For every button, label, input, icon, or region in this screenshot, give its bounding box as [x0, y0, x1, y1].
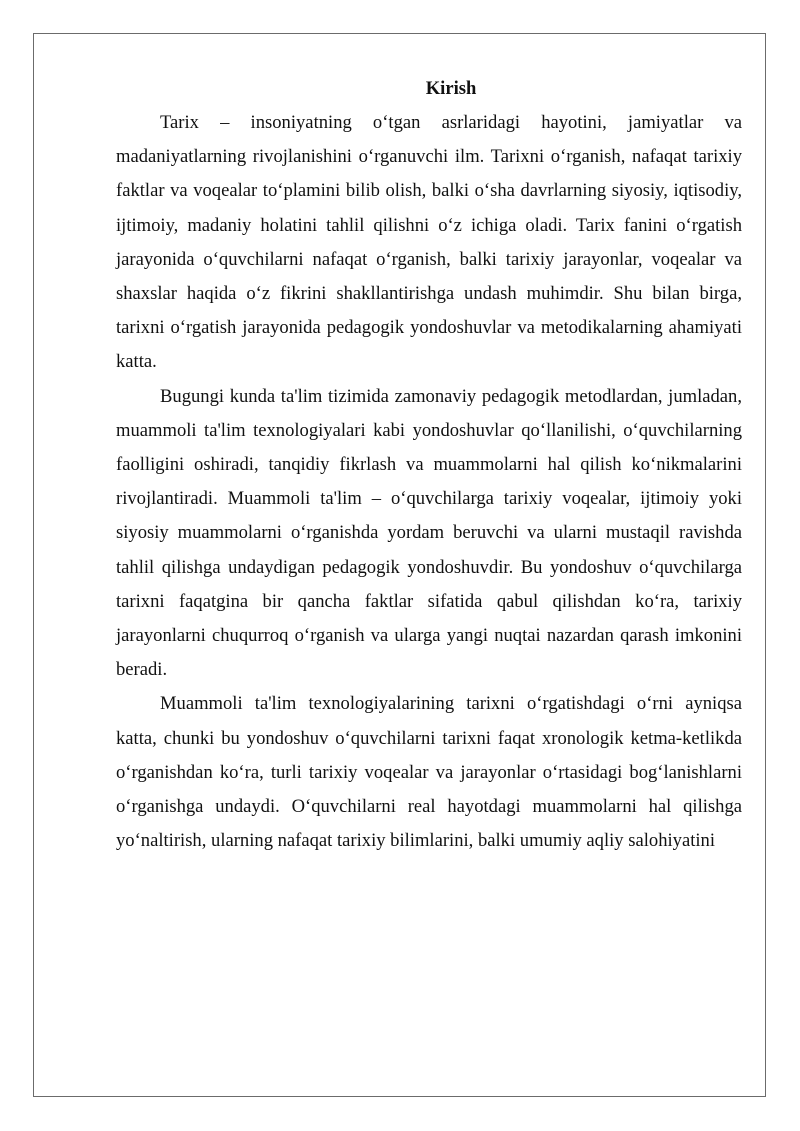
document-title: Kirish [425, 78, 477, 99]
document-body [116, 72, 742, 858]
paragraph-3: Muammoli ta'lim texnologiyalarining tarixni o‘rgatishdagi o‘rni ayniqsa katta, chunki bu yondoshuv o‘quvchilarni tarixni faqat xronologik ketma-ketlikda o‘rganishdan ko‘ra, turli tarixiy voqealar va jarayonlar o‘rtasidagi bog‘lanishlarni o‘rganishga undaydi. O‘quvchilarni real hayotdagi muammolarni hal qilishga yo‘naltirish, ularning nafaqat tarixiy bilimlarini, balki umumiy aqliy salohiyatini [116, 693, 742, 852]
paragraph-2: Bugungi kunda ta'lim tizimida zamonaviy pedagogik metodlardan, jumladan, muammoli ta'lim texnologiyalari kabi yondoshuvlar qo‘llanilishi, o‘quvchilarning faolligini oshiradi, tanqidiy fikrlash va muammolarni hal qilish ko‘nikmalarini rivojlantiradi. Muammoli ta'lim – o‘quvchilarga tarixiy voqealar, ijtimoiy yoki siyosiy muammolarni o‘rganishda yordam beruvchi va ularni mustaqil ravishda tahlil qilishga undaydigan pedagogik yondoshuvdir. Bu yondoshuv o‘quvchilarga tarixni faqatgina bir qancha faktlar sifatida qabul qilishdan ko‘ra, tarixiy jarayonlarni chuqurroq o‘rganish va ularga yangi nuqtai nazardan qarash imkonini beradi. [116, 385, 742, 681]
paragraph-1: Tarix – insoniyatning o‘tgan asrlaridagi hayotini, jamiyatlar va madaniyatlarning rivojlanishini o‘rganuvchi ilm. Tarixni o‘rganish, nafaqat tarixiy faktlar va voqealar to‘plamini bilib olish, balki o‘sha davrlarning siyosiy, iqtisodiy, ijtimoiy, madaniy holatini tahlil qilishni o‘z ichiga oladi. Tarix fanini o‘rgatish jarayonida o‘quvchilarni nafaqat o‘rganish, balki tarixiy jarayonlar, voqealar va shaxslar haqida o‘z fikrini shakllantirishga undash muhimdir. Shu bilan birga, tarixni o‘rgatish jarayonida pedagogik yondoshuvlar va metodikalarning ahamiyati katta. [116, 112, 742, 373]
